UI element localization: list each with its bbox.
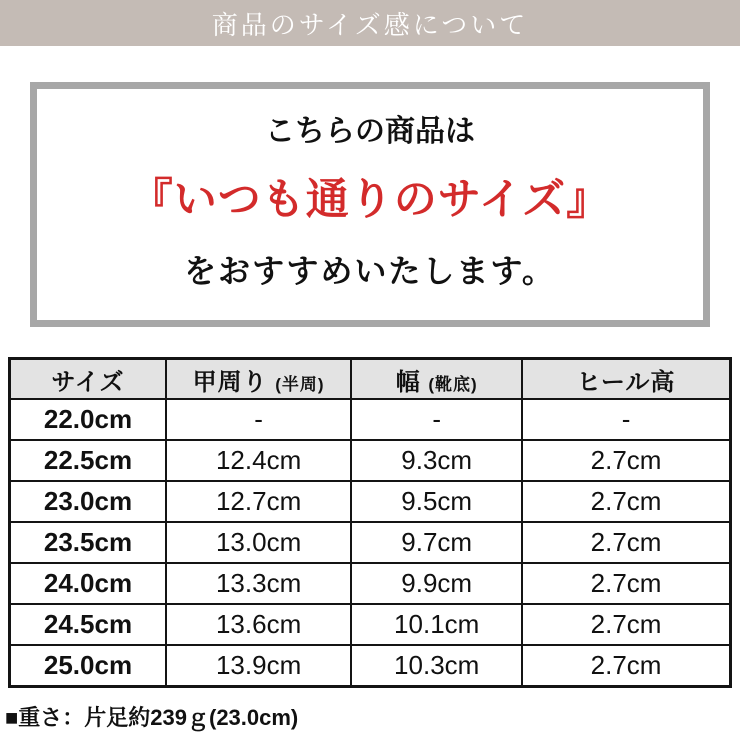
column-header-heel-height: ヒール高 (522, 359, 730, 400)
size-cell: 22.5cm (10, 440, 166, 481)
size-table (8, 357, 732, 688)
instep-cell: 13.0cm (166, 522, 351, 563)
heel-cell: 2.7cm (522, 645, 730, 687)
size-cell: 23.0cm (10, 481, 166, 522)
table-header-row (10, 359, 731, 400)
heel-cell: 2.7cm (522, 440, 730, 481)
instep-cell: 12.7cm (166, 481, 351, 522)
table-row (10, 522, 731, 563)
width-cell: 10.1cm (351, 604, 522, 645)
header-banner (0, 0, 740, 46)
column-header-width: 幅 (靴底) (351, 359, 522, 400)
column-header-instep-sub: (半周) (275, 374, 325, 394)
column-header-size: サイズ (10, 359, 166, 400)
instep-cell: - (166, 399, 351, 440)
width-cell: 9.3cm (351, 440, 522, 481)
size-cell: 25.0cm (10, 645, 166, 687)
width-cell: 9.7cm (351, 522, 522, 563)
instep-cell: 13.6cm (166, 604, 351, 645)
size-recommendation-box (30, 82, 710, 327)
instep-cell: 13.9cm (166, 645, 351, 687)
size-cell: 24.0cm (10, 563, 166, 604)
heel-cell: 2.7cm (522, 563, 730, 604)
page-title: 商品のサイズ感について (211, 9, 529, 40)
width-cell: - (351, 399, 522, 440)
table-row (10, 645, 731, 687)
recommendation-closing-text: をおすすめいたします。 (184, 253, 556, 290)
column-header-instep: 甲周り (半周) (166, 359, 351, 400)
column-header-width-sub: (靴底) (428, 374, 478, 394)
table-row (10, 399, 731, 440)
table-row (10, 481, 731, 522)
table-row (10, 440, 731, 481)
width-cell: 9.9cm (351, 563, 522, 604)
width-cell: 10.3cm (351, 645, 522, 687)
heel-cell: 2.7cm (522, 522, 730, 563)
recommendation-highlight-text: 『いつも通りのサイズ』 (129, 175, 611, 224)
table-row (10, 563, 731, 604)
instep-cell: 12.4cm (166, 440, 351, 481)
recommendation-intro-text: こちらの商品は (265, 115, 475, 148)
size-cell: 23.5cm (10, 522, 166, 563)
size-cell: 24.5cm (10, 604, 166, 645)
weight-note: ■重さ：片足約239ｇ(23.0cm) (5, 705, 299, 731)
heel-cell: 2.7cm (522, 604, 730, 645)
table-row (10, 604, 731, 645)
instep-cell: 13.3cm (166, 563, 351, 604)
size-cell: 22.0cm (10, 399, 166, 440)
heel-cell: - (522, 399, 730, 440)
heel-cell: 2.7cm (522, 481, 730, 522)
width-cell: 9.5cm (351, 481, 522, 522)
